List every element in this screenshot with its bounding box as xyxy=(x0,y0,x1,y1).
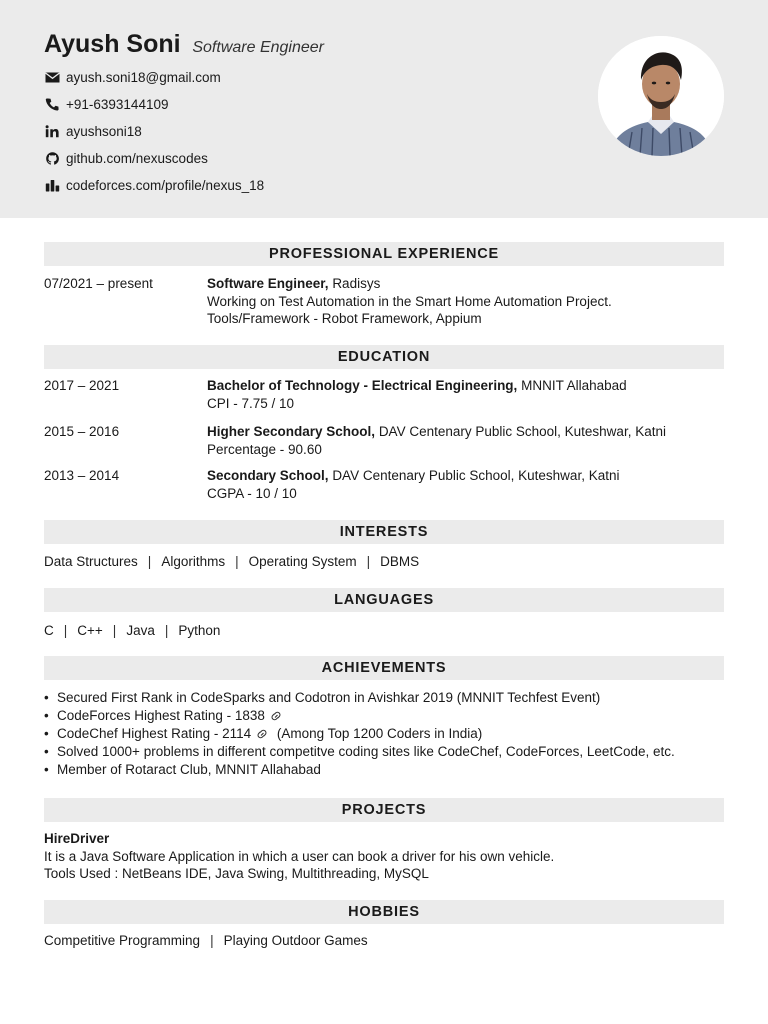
separator: | xyxy=(164,623,169,638)
project-name: HireDriver xyxy=(44,831,110,846)
achievement-text: Member of Rotaract Club, MNNIT Allahabad xyxy=(57,762,321,777)
contact-github[interactable] xyxy=(44,145,264,172)
separator: | xyxy=(147,554,152,569)
section-hobbies: HOBBIES xyxy=(44,900,724,924)
achievement-text: CodeChef Highest Rating - 2114 xyxy=(57,726,252,741)
education-title: Higher Secondary School, xyxy=(207,424,376,439)
interest-item: Data Structures xyxy=(44,554,138,569)
contact-codeforces-text: codeforces.com/profile/nexus_18 xyxy=(66,178,265,193)
education-description xyxy=(207,467,724,502)
experience-org: Radisys xyxy=(332,276,381,291)
email-icon xyxy=(44,71,60,85)
education-title: Bachelor of Technology - Electrical Engineering, xyxy=(207,378,518,393)
interest-item: DBMS xyxy=(380,554,420,569)
contact-github-text: github.com/nexuscodes xyxy=(66,151,208,166)
contact-linkedin[interactable] xyxy=(44,118,264,145)
achievement-suffix: (Among Top 1200 Coders in India) xyxy=(276,726,483,741)
education-title: Secondary School, xyxy=(207,468,329,483)
achievement-text: CodeForces Highest Rating - 1838 xyxy=(57,708,265,723)
experience-date: 07/2021 – present xyxy=(44,276,153,291)
link-icon[interactable] xyxy=(270,711,282,721)
section-experience: PROFESSIONAL EXPERIENCE xyxy=(44,242,724,266)
link-icon[interactable] xyxy=(256,729,268,739)
section-achievements: ACHIEVEMENTS xyxy=(44,656,724,680)
hobby-item: Competitive Programming xyxy=(44,933,201,948)
education-org: MNNIT Allahabad xyxy=(521,378,627,393)
phone-icon xyxy=(44,98,60,112)
hobbies-list xyxy=(44,932,368,949)
separator: | xyxy=(112,623,117,638)
achievement-text: Secured First Rank in CodeSparks and Codotron in Avishkar 2019 (MNNIT Techfest Event) xyxy=(57,690,601,705)
interests-list xyxy=(44,553,419,570)
achievement-item xyxy=(44,707,724,725)
education-date: 2013 – 2014 xyxy=(44,468,120,483)
education-detail: CGPA - 10 / 10 xyxy=(207,485,297,501)
education-description xyxy=(207,377,724,412)
linkedin-icon xyxy=(44,125,60,139)
hobby-item: Playing Outdoor Games xyxy=(223,933,368,948)
project-tools: Tools Used : NetBeans IDE, Java Swing, Multithreading, MySQL xyxy=(44,866,429,881)
language-item: C xyxy=(44,623,54,638)
contact-list xyxy=(44,64,264,199)
contact-email-text: ayush.soni18@gmail.com xyxy=(66,70,221,85)
achievement-text: Solved 1000+ problems in different competitve coding sites like CodeChef, CodeForces, LeetCode, etc. xyxy=(57,744,675,759)
achievement-item xyxy=(44,743,724,761)
separator: | xyxy=(210,933,214,948)
achievements-list xyxy=(44,689,724,779)
education-org: DAV Centenary Public School, Kuteshwar, Katni xyxy=(378,424,666,439)
name-row xyxy=(44,30,324,59)
candidate-role: Software Engineer xyxy=(192,39,324,56)
project-entry xyxy=(44,830,724,883)
contact-phone-text: +91-6393144109 xyxy=(66,97,169,112)
contact-codeforces[interactable] xyxy=(44,172,264,199)
contact-email[interactable] xyxy=(44,64,264,91)
experience-line: Tools/Framework - Robot Framework, Appium xyxy=(207,311,482,326)
languages-list xyxy=(44,622,220,639)
interest-item: Operating System xyxy=(248,554,357,569)
resume-header xyxy=(0,0,768,218)
separator: | xyxy=(366,554,371,569)
contact-phone[interactable] xyxy=(44,91,264,118)
section-education: EDUCATION xyxy=(44,345,724,369)
language-item: Java xyxy=(126,623,155,638)
education-detail: CPI - 7.75 / 10 xyxy=(207,395,295,411)
profile-photo xyxy=(598,36,724,156)
experience-description xyxy=(207,275,724,328)
section-interests: INTERESTS xyxy=(44,520,724,544)
education-detail: Percentage - 90.60 xyxy=(207,441,322,457)
achievement-item xyxy=(44,761,724,779)
bar-chart-icon xyxy=(44,179,60,193)
separator: | xyxy=(235,554,239,569)
section-projects: PROJECTS xyxy=(44,798,724,822)
education-date: 2015 – 2016 xyxy=(44,424,120,439)
project-description: It is a Java Software Application in which a user can book a driver for his own vehicle. xyxy=(44,848,555,864)
contact-linkedin-text: ayushsoni18 xyxy=(66,124,142,139)
language-item: Python xyxy=(178,623,221,638)
education-date: 2017 – 2021 xyxy=(44,378,120,393)
experience-line: Working on Test Automation in the Smart Home Automation Project. xyxy=(207,293,612,309)
education-description xyxy=(207,423,724,458)
candidate-name: Ayush Soni xyxy=(44,30,181,58)
language-item: C++ xyxy=(77,623,103,638)
achievement-item xyxy=(44,689,724,707)
interest-item: Algorithms xyxy=(161,554,226,569)
achievement-item xyxy=(44,725,724,743)
separator: | xyxy=(63,623,68,638)
github-icon xyxy=(44,152,60,166)
experience-title: Software Engineer, xyxy=(207,276,329,291)
education-org: DAV Centenary Public School, Kuteshwar, Katni xyxy=(332,468,620,483)
section-languages: LANGUAGES xyxy=(44,588,724,612)
